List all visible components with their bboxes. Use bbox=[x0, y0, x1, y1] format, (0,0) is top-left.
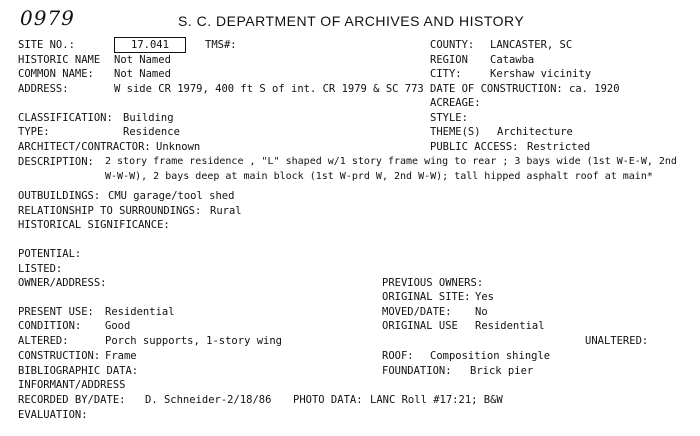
foundation-label: FOUNDATION: bbox=[382, 365, 452, 377]
relationship-value: Rural bbox=[210, 205, 242, 217]
outbuildings-label: OUTBUILDINGS: bbox=[18, 190, 101, 202]
altered-value: Porch supports, 1-story wing bbox=[105, 335, 283, 347]
condition-label: CONDITION: bbox=[18, 320, 82, 332]
historic-name-value: Not Named bbox=[114, 54, 171, 66]
common-name-value: Not Named bbox=[114, 68, 171, 80]
site-no-value: 17.041 bbox=[131, 39, 169, 51]
owner-address-label: OWNER/ADDRESS: bbox=[18, 277, 107, 289]
description-line-1: 2 story frame residence , "L" shaped w/1 story frame wing to rear ; 3 bays wide (1st W-E-W, 2nd bbox=[105, 156, 677, 167]
architect-label: ARCHITECT/CONTRACTOR: bbox=[18, 141, 151, 153]
original-site-value: Yes bbox=[475, 291, 494, 303]
themes-value: Architecture bbox=[497, 126, 573, 138]
altered-label: ALTERED: bbox=[18, 335, 69, 347]
previous-owners-label: PREVIOUS OWNERS: bbox=[382, 277, 484, 289]
outbuildings-value: CMU garage/tool shed bbox=[108, 190, 235, 202]
region-label: REGION bbox=[430, 54, 468, 66]
listed-label: LISTED: bbox=[18, 263, 63, 275]
architect-value: Unknown bbox=[156, 141, 201, 153]
county-value: LANCASTER, SC bbox=[490, 39, 573, 51]
relationship-label: RELATIONSHIP TO SURROUNDINGS: bbox=[18, 205, 202, 217]
condition-value: Good bbox=[105, 320, 131, 332]
card-number: 0979 bbox=[20, 6, 75, 30]
common-name-label: COMMON NAME: bbox=[18, 68, 94, 80]
department-header: S. C. DEPARTMENT OF ARCHIVES AND HISTORY bbox=[178, 13, 525, 29]
county-label: COUNTY: bbox=[430, 39, 475, 51]
style-label: STYLE: bbox=[430, 112, 468, 124]
recorded-by-label: RECORDED BY/DATE: bbox=[18, 394, 126, 406]
public-access-label: PUBLIC ACCESS: bbox=[430, 141, 519, 153]
photo-data-label: PHOTO DATA: bbox=[293, 394, 363, 406]
historical-significance-label: HISTORICAL SIGNIFICANCE: bbox=[18, 219, 170, 231]
type-label: TYPE: bbox=[18, 126, 50, 138]
classification-label: CLASSIFICATION: bbox=[18, 112, 113, 124]
address-value: W side CR 1979, 400 ft S of int. CR 1979 & SC 773 bbox=[114, 83, 424, 95]
original-use-label: ORIGINAL USE bbox=[382, 320, 458, 332]
original-site-label: ORIGINAL SITE: bbox=[382, 291, 471, 303]
original-use-value: Residential bbox=[475, 320, 545, 332]
moved-date-value: No bbox=[475, 306, 488, 318]
classification-value: Building bbox=[123, 112, 174, 124]
date-of-construction-label: DATE OF CONSTRUCTION: bbox=[430, 83, 563, 95]
construction-value: Frame bbox=[105, 350, 137, 362]
unaltered-label: UNALTERED: bbox=[585, 335, 649, 347]
potential-label: POTENTIAL: bbox=[18, 248, 82, 260]
description-line-2: W-W-W), 2 bays deep at main block (1st W-prd W, 2nd W-W); tall hipped asphalt roof at main* bbox=[105, 171, 653, 182]
date-of-construction-value: ca. 1920 bbox=[569, 83, 620, 95]
recorded-by-value: D. Schneider-2/18/86 bbox=[145, 394, 272, 406]
bibliographic-data-label: BIBLIOGRAPHIC DATA: bbox=[18, 365, 139, 377]
city-label: CITY: bbox=[430, 68, 462, 80]
historic-name-label: HISTORIC NAME bbox=[18, 54, 101, 66]
photo-data-value: LANC Roll #17:21; B&W bbox=[370, 394, 503, 406]
public-access-value: Restricted bbox=[527, 141, 591, 153]
region-value: Catawba bbox=[490, 54, 535, 66]
present-use-label: PRESENT USE: bbox=[18, 306, 94, 318]
type-value: Residence bbox=[123, 126, 180, 138]
informant-address-label: INFORMANT/ADDRESS bbox=[18, 379, 126, 391]
construction-label: CONSTRUCTION: bbox=[18, 350, 101, 362]
moved-date-label: MOVED/DATE: bbox=[382, 306, 452, 318]
city-value: Kershaw vicinity bbox=[490, 68, 592, 80]
acreage-label: ACREAGE: bbox=[430, 97, 481, 109]
present-use-value: Residential bbox=[105, 306, 175, 318]
address-label: ADDRESS: bbox=[18, 83, 69, 95]
description-label: DESCRIPTION: bbox=[18, 156, 94, 168]
evaluation-label: EVALUATION: bbox=[18, 409, 88, 421]
site-no-label: SITE NO.: bbox=[18, 39, 75, 51]
roof-label: ROOF: bbox=[382, 350, 414, 362]
roof-value: Composition shingle bbox=[430, 350, 551, 362]
tms-label: TMS#: bbox=[205, 39, 237, 51]
foundation-value: Brick pier bbox=[470, 365, 534, 377]
themes-label: THEME(S) bbox=[430, 126, 481, 138]
